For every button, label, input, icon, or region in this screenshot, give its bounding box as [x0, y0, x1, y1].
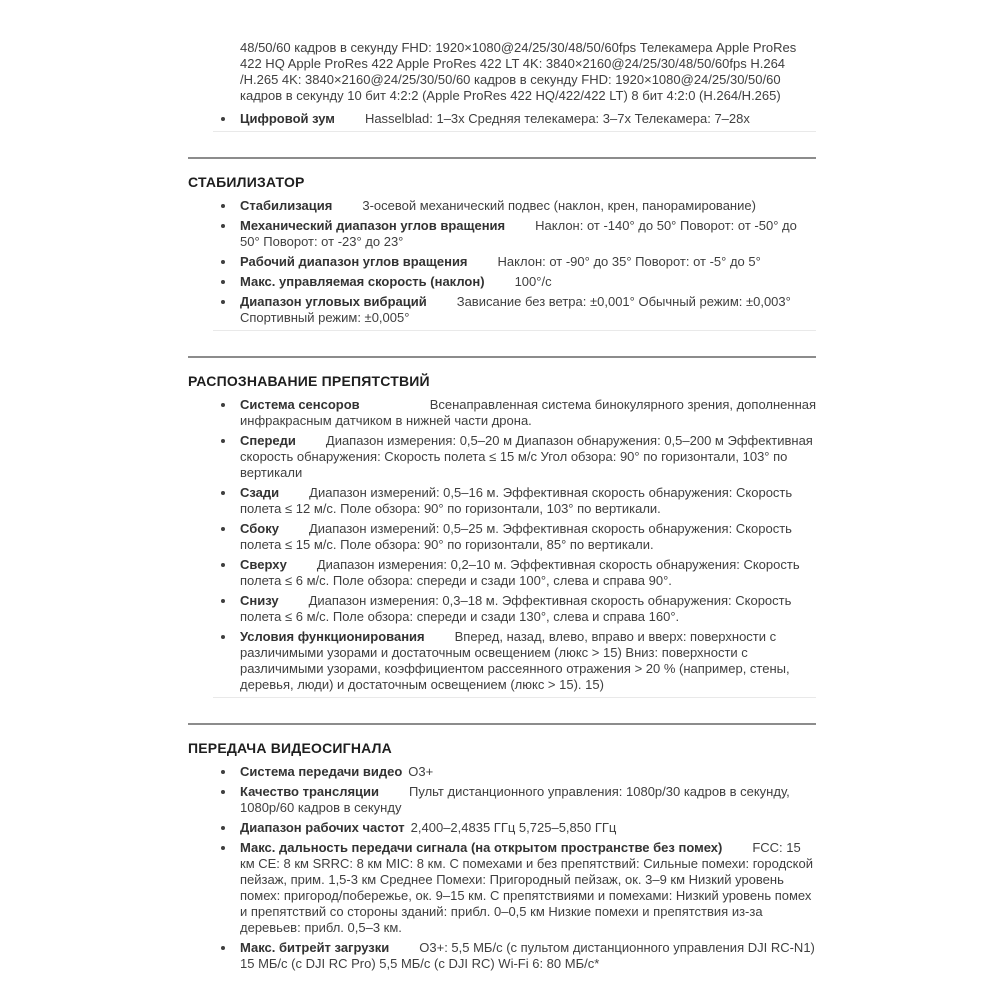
bullet-icon — [221, 790, 225, 794]
spec-value: Вперед, назад, влево, вправо и вверх: поверхности с различимыми узорами и достаточным освещением (люкс > 15) Вниз: поверхности с различимыми узорами, коэффициентом рассеянного отражения > 20 % (например, стены, деревья, люди) и достаточным освещением (люкс > 15). 15) — [240, 629, 790, 692]
bullet-icon — [221, 403, 225, 407]
spec-label: Сзади — [240, 485, 280, 500]
spec-value: 3-осевой механический подвес (наклон, крен, панорамирование) — [362, 198, 756, 213]
spec-label: Условия функционирования — [240, 629, 425, 644]
bullet-icon — [221, 491, 225, 495]
spec-label: Сверху — [240, 557, 287, 572]
section-bottom-rule — [213, 131, 816, 132]
spec-row-operating-environment — [188, 629, 816, 693]
bullet-icon — [221, 599, 225, 603]
spec-label: Макс. управляемая скорость (наклон) — [240, 274, 485, 289]
spec-value: Всенаправленная система бинокулярного зрения, дополненная инфракрасным датчиком в нижней части дрона. — [240, 397, 817, 428]
section-rows — [188, 397, 816, 693]
spec-label: Рабочий диапазон углов вращения — [240, 254, 468, 269]
spec-value: 100°/с — [514, 274, 552, 289]
section-title: СТАБИЛИЗАТОР — [188, 174, 305, 190]
spec-label: Спереди — [240, 433, 296, 448]
section-title: РАСПОЗНАВАНИЕ ПРЕПЯТСТВИЙ — [188, 373, 430, 389]
bullet-icon — [221, 300, 225, 304]
section-divider-line — [188, 723, 816, 725]
spec-value: Пульт дистанционного управления: 1080p/30 кадров в секунду, 1080p/60 кадров в секунду — [240, 784, 790, 815]
spec-value: FCC: 15 км CE: 8 км SRRC: 8 км MIC: 8 км. С помехами и без препятствий: Сильные помехи: городской пейзаж, прим. 1,5-3 км Среднее Помехи: Пригородный пейзаж, ок. 3–9 км Низкий уровень помех: пригород/побережье, ок. 9–15 км. С препятствиями и помехами: Низкий уровень помех и препятствий со стороны зданий: прибл. 0–0,5 км Низкие помехи и препятствия из-за деревьев: прибл. 0,5–3 км. — [240, 840, 813, 935]
spec-row-lateral — [188, 521, 816, 553]
bullet-icon — [221, 846, 225, 850]
spec-value: Наклон: от -90° до 35° Поворот: от -5° до 5° — [497, 254, 761, 269]
spec-label: Цифровой зум — [240, 111, 335, 126]
spec-label: Система сенсоров — [240, 397, 360, 412]
bullet-icon — [221, 770, 225, 774]
spec-value: Диапазон измерения: 0,3–18 м. Эффективная скорость обнаружения: Скорость полета ≤ 6 м/с. Поле обзора: спереди и сзади 130°, слева и справа 160°. — [240, 593, 792, 624]
spec-row-upward — [188, 557, 816, 589]
spec-row-vibration-range — [188, 294, 816, 326]
spec-value: Диапазон измерения: 0,2–10 м. Эффективная скорость обнаружения: Скорость полета ≤ 6 м/с. Поле обзора: спереди и сзади 100°, слева и справа 90°. — [240, 557, 800, 588]
spec-label: Диапазон угловых вибраций — [240, 294, 427, 309]
bullet-icon — [221, 117, 225, 121]
spec-row-sensing-system — [188, 397, 816, 429]
spec-row-frequency-range — [188, 820, 816, 836]
bullet-icon — [221, 439, 225, 443]
section-divider-line — [188, 157, 816, 159]
spec-label: Стабилизация — [240, 198, 333, 213]
spec-row-max-control-speed — [188, 274, 816, 290]
spec-value: Hasselblad: 1–3x Средняя телекамера: 3–7x Телекамера: 7–28x — [364, 111, 750, 126]
section-title: ПЕРЕДАЧА ВИДЕОСИГНАЛА — [188, 740, 392, 756]
spec-label: Диапазон рабочих частот — [240, 820, 405, 835]
section-video-transmission — [188, 723, 816, 972]
spec-label: Снизу — [240, 593, 279, 608]
spec-row-mechanical-range — [188, 218, 816, 250]
section-divider-line — [188, 356, 816, 358]
bullet-icon — [221, 946, 225, 950]
section-gimbal — [188, 157, 816, 331]
spec-value: 2,400–2,4835 ГГц 5,725–5,850 ГГц — [410, 820, 617, 835]
spec-row-forward — [188, 433, 816, 481]
section-rows — [188, 764, 816, 972]
spec-value: O3+: 5,5 МБ/с (с пультом дистанционного управления DJI RC-N1) 15 МБ/с (с DJI RC Pro) 5,5 МБ/с (с DJI RC) Wi-Fi 6: 80 МБ/с* — [240, 940, 815, 971]
spec-row-transmission-system — [188, 764, 816, 780]
spec-label: Макс. битрейт загрузки — [240, 940, 390, 955]
spec-row-max-download-bitrate — [188, 940, 816, 972]
bullet-icon — [221, 280, 225, 284]
section-obstacle-sensing — [188, 356, 816, 698]
spec-value: Диапазон измерений: 0,5–16 м. Эффективная скорость обнаружения: Скорость полета ≤ 12 м/с. Поле обзора: 90° по горизонтали, 103° по вертикали. — [240, 485, 793, 516]
spec-row-stabilization — [188, 198, 816, 214]
spec-value: O3+ — [408, 764, 434, 779]
spec-row-controllable-range — [188, 254, 816, 270]
bullet-icon — [221, 224, 225, 228]
spec-label: Система передачи видео — [240, 764, 403, 779]
section-rows — [188, 198, 816, 326]
bullet-icon — [221, 527, 225, 531]
bullet-icon — [221, 260, 225, 264]
spec-continuation-text: 48/50/60 кадров в секунду FHD: 1920×1080@24/25/30/48/50/60fps Телекамера Apple ProRes 422 HQ Apple ProRes 422 Apple ProRes 422 LT 4K: 3840×2160@24/25/30/48/50/60fps H.264 /H.265 4K: 3840×2160@24/25/30/50/60 кадров в секунду FHD: 1920×1080@24/25/30/50/60 кадров в секунду 10 бит 4:2:2 (Apple ProRes 422 HQ/422/422 LT) 8 бит 4:2:0 (H.264/H.265) — [240, 40, 797, 103]
spec-label: Сбоку — [240, 521, 279, 536]
spec-label: Макс. дальность передачи сигнала (на открытом пространстве без помех) — [240, 840, 723, 855]
spec-value: Диапазон измерения: 0,5–20 м Диапазон обнаружения: 0,5–200 м Эффективная скорость обнаружения: Скорость полета ≤ 15 м/с Угол обзора: 90° по горизонтали, 103° по вертикали — [240, 433, 813, 480]
bullet-icon — [221, 563, 225, 567]
spec-value: Зависание без ветра: ±0,001° Обычный режим: ±0,003° Спортивный режим: ±0,005° — [240, 294, 791, 325]
bullet-icon — [221, 826, 225, 830]
bullet-icon — [221, 204, 225, 208]
spec-row-digital-zoom — [188, 111, 816, 127]
section-bottom-rule — [213, 697, 816, 698]
spec-row-live-view-quality — [188, 784, 816, 816]
spec-label: Качество трансляции — [240, 784, 380, 799]
spec-row-max-transmission-distance — [188, 840, 816, 936]
spec-value: Диапазон измерений: 0,5–25 м. Эффективная скорость обнаружения: Скорость полета ≤ 15 м/с. Поле обзора: 90° по горизонтали, 85° по вертикали. — [240, 521, 792, 552]
section-bottom-rule — [213, 330, 816, 331]
spec-row-downward — [188, 593, 816, 625]
spec-document — [188, 40, 816, 976]
spec-row-backward — [188, 485, 816, 517]
spec-label: Механический диапазон углов вращения — [240, 218, 506, 233]
bullet-icon — [221, 635, 225, 639]
spec-value: Наклон: от -140° до 50° Поворот: от -50° до 50° Поворот: от -23° до 23° — [240, 218, 797, 249]
